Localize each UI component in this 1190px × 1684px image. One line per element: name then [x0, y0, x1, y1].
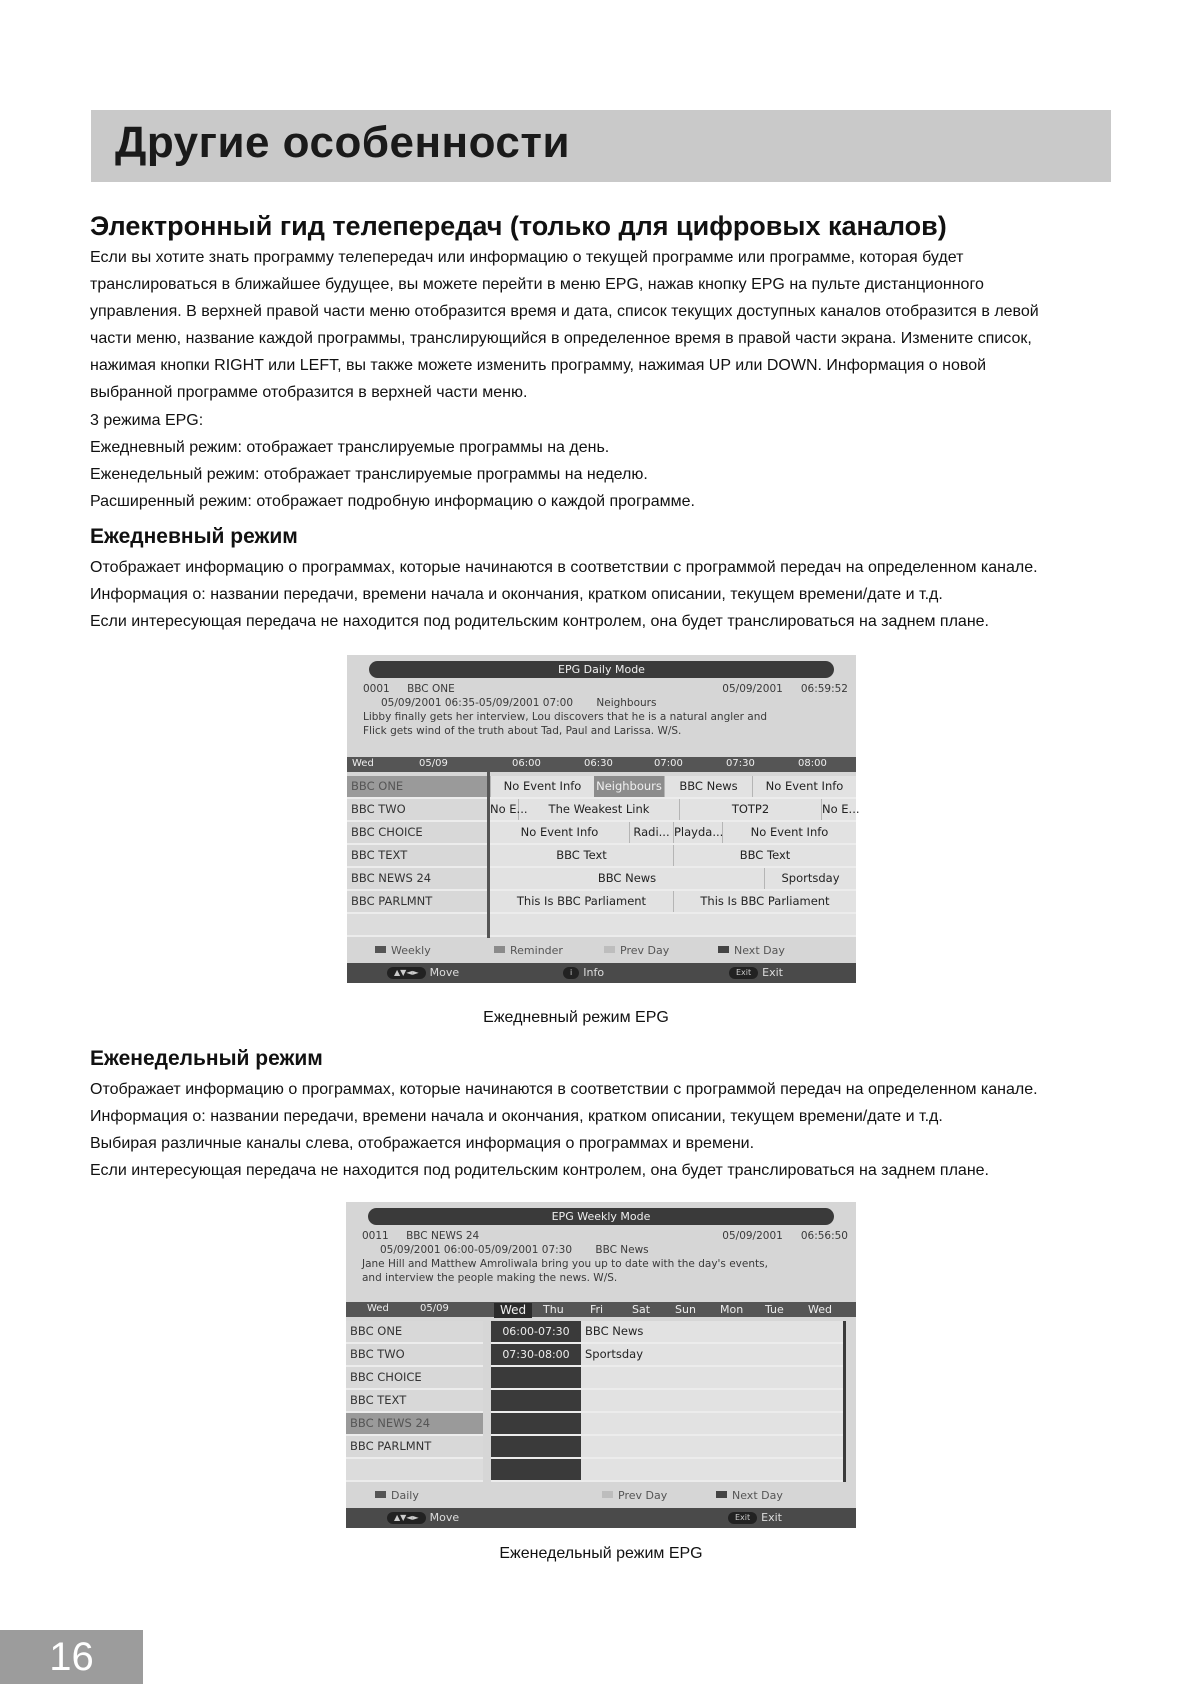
channel-item[interactable]: BBC TWO: [347, 799, 487, 822]
program-cell[interactable]: No Event Info: [490, 822, 630, 843]
legend-next-day[interactable]: Next Day: [718, 944, 785, 957]
intro-line: 3 режима EPG:: [90, 411, 204, 429]
exit-hint: Exit Exit: [729, 966, 783, 979]
program-cell[interactable]: No Event Info: [765, 779, 844, 793]
daily-paragraph: [90, 554, 1120, 635]
exit-key-icon: Exit: [729, 967, 758, 979]
legend-prev-day[interactable]: Prev Day: [602, 1489, 667, 1502]
chapter-banner: [91, 110, 1111, 182]
weekly-line: Информация о: названии передачи, времени начала и окончания, кратком описании, текущем времени/дате и т.д.: [90, 1108, 943, 1126]
channel-name: BBC NEWS 24: [406, 1230, 480, 1242]
current-date: 05/09/2001: [722, 683, 783, 695]
channel-list: [347, 776, 487, 937]
event-title[interactable]: BBC News: [585, 1324, 644, 1338]
epg-info-panel: [363, 683, 848, 739]
channel-item[interactable]: BBC TEXT: [347, 845, 487, 868]
epg-day-header: [346, 1302, 856, 1317]
blue-key-icon: [716, 1491, 727, 1498]
program-cell[interactable]: BBC Text: [490, 845, 674, 866]
weekday-tab-selected[interactable]: Wed: [494, 1303, 532, 1318]
program-cell[interactable]: Radi...: [630, 822, 674, 843]
intro-line: выбранной программе отобразится в верхней части меню.: [90, 384, 528, 402]
legend-next-day[interactable]: Next Day: [716, 1489, 783, 1502]
daily-caption: Ежедневный режим EPG: [483, 1009, 669, 1026]
event-time: 05/09/2001 06:00-05/09/2001 07:30: [380, 1244, 573, 1256]
channel-name: BBC ONE: [407, 683, 455, 695]
epg-info-panel: [362, 1230, 848, 1286]
program-cell[interactable]: The Weakest Link: [519, 799, 680, 820]
event-time-slot-empty: [491, 1459, 581, 1480]
legend-reminder[interactable]: Reminder: [494, 944, 563, 957]
green-key-icon: [494, 946, 505, 953]
arrow-keys-icon: ▲▼◄►: [387, 967, 426, 979]
daily-heading: Ежедневный режим: [90, 525, 298, 548]
program-cell[interactable]: No E...: [822, 802, 860, 816]
weekly-paragraph: [90, 1076, 1120, 1184]
info-key-icon: i: [563, 967, 579, 979]
program-cell[interactable]: This Is BBC Parliament: [700, 894, 830, 908]
event-time-slot-empty: [491, 1367, 581, 1388]
weekly-line: Отображает информацию о программах, которые начинаются в соответствии с программой передач на определенном канале.: [90, 1081, 1038, 1098]
channel-item[interactable]: BBC ONE: [346, 1321, 483, 1344]
legend-daily[interactable]: Daily: [375, 1489, 419, 1502]
program-cell[interactable]: No Event Info: [750, 825, 829, 839]
header-day: Wed: [367, 1303, 389, 1314]
yellow-key-icon: [604, 946, 615, 953]
epg-weekly-screen: [346, 1202, 856, 1528]
current-time: 06:56:50: [800, 1230, 848, 1242]
key-help-bar: [347, 963, 856, 983]
current-time: 06:59:52: [800, 683, 848, 695]
event-name: BBC News: [595, 1244, 649, 1256]
exit-key-icon: Exit: [728, 1512, 757, 1524]
section-title: Электронный гид телепередач (только для цифровых каналов): [90, 211, 947, 241]
weekday-tab[interactable]: Fri: [590, 1303, 604, 1316]
weekday-tab[interactable]: Tue: [765, 1303, 784, 1316]
event-time-slot-empty: [491, 1413, 581, 1434]
legend-weekly[interactable]: Weekly: [375, 944, 431, 957]
event-description: Flick gets wind of the truth about Tad, Paul and Larissa. W/S.: [363, 725, 682, 737]
event-name: Neighbours: [596, 697, 657, 709]
epg-time-header: [347, 757, 856, 772]
program-grid: [490, 776, 860, 937]
weekday-tab[interactable]: Sun: [675, 1303, 696, 1316]
legend-prev-day[interactable]: Prev Day: [604, 944, 669, 957]
page-number: 16: [0, 1630, 143, 1684]
channel-item[interactable]: BBC NEWS 24: [346, 1413, 483, 1436]
page-title: Другие особенности: [115, 118, 570, 167]
current-date: 05/09/2001: [722, 1230, 783, 1242]
scrollbar[interactable]: [843, 1321, 846, 1482]
weekly-heading: Еженедельный режим: [90, 1047, 323, 1070]
header-date: 05/09: [419, 758, 448, 769]
program-cell[interactable]: Playda...: [674, 822, 723, 843]
channel-number: 0011: [362, 1230, 389, 1242]
move-hint: ▲▼◄► Move: [387, 1511, 459, 1524]
channel-item-empty: [347, 914, 487, 937]
event-time: 05/09/2001 06:35-05/09/2001 07:00: [381, 697, 574, 709]
key-help-bar: [346, 1508, 856, 1528]
epg-daily-screen: [347, 655, 860, 983]
blue-key-icon: [718, 946, 729, 953]
weekday-tab[interactable]: Mon: [720, 1303, 744, 1316]
intro-line: Если вы хотите знать программу телепередач или информацию о текущей программе или программе, которая будет: [90, 249, 964, 266]
program-cell[interactable]: No Event Info: [490, 776, 595, 797]
program-cell[interactable]: BBC News: [665, 776, 753, 797]
yellow-key-icon: [602, 1491, 613, 1498]
event-title[interactable]: Sportsday: [585, 1347, 644, 1361]
program-cell[interactable]: TOTP2: [680, 799, 822, 820]
intro-line: управления. В верхней правой части меню отобразится время и дата, список текущих доступных каналов отобразится в левой: [90, 303, 1039, 321]
time-slot: 06:30: [584, 758, 613, 769]
program-cell[interactable]: This Is BBC Parliament: [490, 891, 674, 912]
arrow-keys-icon: ▲▼◄►: [387, 1512, 426, 1524]
daily-line: Если интересующая передача не находится под родительским контролем, она будет транслироваться на заднем плане.: [90, 613, 989, 631]
intro-line: части меню, название каждой программы, транслирующийся в определенное время в правой части экрана. Измените список,: [90, 330, 1032, 348]
weekday-tab[interactable]: Sat: [632, 1303, 651, 1316]
exit-hint: Exit Exit: [728, 1511, 782, 1524]
daily-line: Отображает информацию о программах, которые начинаются в соответствии с программой передач на определенном канале.: [90, 559, 1038, 576]
program-cell[interactable]: No E...: [490, 799, 519, 820]
time-slot: 08:00: [798, 758, 827, 769]
header-date: 05/09: [420, 1303, 449, 1314]
intro-line: Ежедневный режим: отображает транслируемые программы на день.: [90, 438, 610, 456]
move-hint: ▲▼◄► Move: [387, 966, 459, 979]
weekday-tab[interactable]: Wed: [808, 1303, 832, 1316]
weekly-caption: Еженедельный режим EPG: [499, 1545, 703, 1562]
channel-item[interactable]: BBC PARLMNT: [347, 891, 487, 914]
time-slot: 07:30: [726, 758, 755, 769]
channel-number: 0001: [363, 683, 390, 695]
event-time-slot[interactable]: 06:00-07:30: [491, 1321, 581, 1342]
event-time-slot-empty: [491, 1436, 581, 1457]
event-description: and interview the people making the news. W/S.: [362, 1272, 618, 1284]
header-day: Wed: [352, 758, 374, 769]
event-description: Jane Hill and Matthew Amroliwala bring you up to date with the day's events,: [362, 1258, 768, 1270]
info-hint: i Info: [563, 966, 604, 979]
intro-paragraph: [90, 244, 1120, 515]
time-slot: 06:00: [512, 758, 541, 769]
channel-item[interactable]: BBC TWO: [346, 1344, 483, 1367]
channel-item[interactable]: BBC PARLMNT: [346, 1436, 483, 1459]
program-cell[interactable]: BBC Text: [739, 848, 791, 862]
channel-list: [346, 1321, 483, 1482]
event-time-slot-empty: [491, 1390, 581, 1411]
weekly-event-list: [491, 1321, 843, 1482]
epg-title-bar: EPG Weekly Mode: [368, 1208, 834, 1225]
epg-title-bar: EPG Daily Mode: [369, 661, 834, 678]
intro-line: Еженедельный режим: отображает транслируемые программы на неделю.: [90, 465, 648, 483]
program-cell[interactable]: BBC News: [490, 868, 765, 889]
program-row-empty: [490, 914, 856, 937]
daily-line: Информация о: названии передачи, времени начала и окончания, кратком описании, текущем времени/дате и т.д.: [90, 586, 943, 604]
event-time-slot[interactable]: 07:30-08:00: [491, 1344, 581, 1365]
intro-line: транслироваться в ближайшее будущее, вы можете перейти в меню EPG, нажав кнопку EPG на пульте дистанционного: [90, 276, 984, 294]
channel-item-empty: [346, 1459, 483, 1482]
time-slot: 07:00: [654, 758, 683, 769]
red-key-icon: [375, 1491, 386, 1498]
channel-item[interactable]: BBC NEWS 24: [347, 868, 487, 891]
red-key-icon: [375, 946, 386, 953]
channel-item[interactable]: BBC CHOICE: [346, 1367, 483, 1390]
channel-item[interactable]: BBC CHOICE: [347, 822, 487, 845]
weekly-line: Выбирая различные каналы слева, отображается информация о программах и времени.: [90, 1135, 755, 1153]
program-cell-selected[interactable]: Neighbours: [594, 776, 665, 797]
channel-item[interactable]: BBC TEXT: [346, 1390, 483, 1413]
program-cell[interactable]: Sportsday: [781, 871, 840, 885]
intro-line: нажимая кнопки RIGHT или LEFT, вы также можете изменить программу, нажимая UP или DOWN. Информация о новой: [90, 357, 987, 375]
intro-line: Расширенный режим: отображает подробную информацию о каждой программе.: [90, 492, 695, 510]
event-description: Libby finally gets her interview, Lou discovers that he is a natural angler and: [363, 711, 768, 723]
weekday-tab[interactable]: Thu: [543, 1303, 564, 1316]
channel-item[interactable]: BBC ONE: [347, 776, 487, 799]
weekly-line: Если интересующая передача не находится под родительским контролем, она будет транслироваться на заднем плане.: [90, 1162, 989, 1180]
